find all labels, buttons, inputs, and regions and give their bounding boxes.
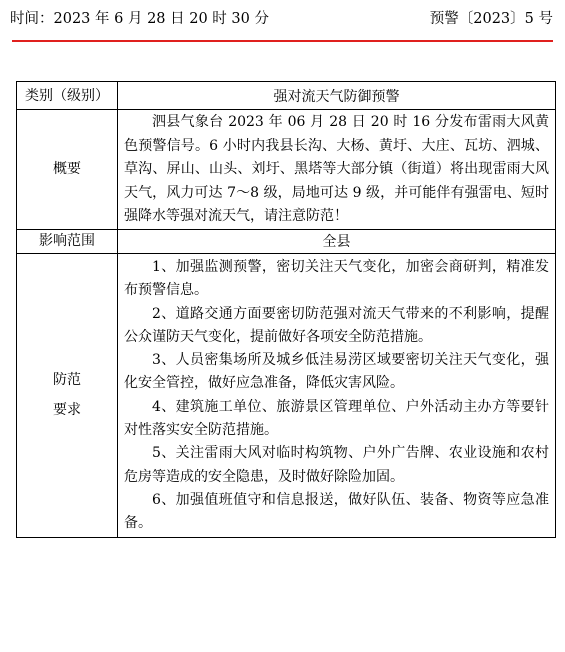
red-rule-divider bbox=[12, 40, 553, 42]
measures-label bbox=[17, 253, 118, 537]
measures-label-line-1: 防范 bbox=[53, 372, 81, 389]
type-row bbox=[17, 82, 556, 110]
measure-item: 4、建筑施工单位、旅游景区管理单位、户外活动主办方等要针对性落实安全防范措施。 bbox=[124, 398, 549, 439]
scope-value: 全县 bbox=[118, 229, 556, 253]
measure-item: 3、人员密集场所及城乡低洼易涝区域要密切关注天气变化，强化安全管控，做好应急准备，降低灾害风险。 bbox=[124, 352, 549, 392]
measures-label-line-2: 要求 bbox=[53, 402, 81, 419]
measures-list bbox=[118, 254, 555, 537]
document-header bbox=[10, 8, 555, 30]
measure-item: 1、加强监测预警，密切关注天气变化，加密会商研判，精准发布预警信息。 bbox=[124, 258, 549, 299]
measure-item: 2、道路交通方面要密切防范强对流天气带来的不利影响，提醒公众谨防天气变化，提前做好各项安全防范措施。 bbox=[124, 305, 549, 345]
measure-item: 5、关注雷雨大风对临时构筑物、户外广告牌、农业设施和农村危房等造成的安全隐患，及时做好除险加固。 bbox=[124, 445, 549, 485]
issue-time: 时间：2023 年 6 月 28 日 20 时 30 分 bbox=[10, 11, 269, 27]
measures-row bbox=[17, 253, 556, 537]
overview-cell bbox=[118, 110, 556, 230]
type-label: 类别（级别） bbox=[17, 82, 118, 110]
overview-text: 泗县气象台 2023 年 06 月 28 日 20 时 16 分发布雷雨大风黄色预警信号。6 小时内我县长沟、大杨、黄圩、大庄、瓦坊、泗城、草沟、屏山、山头、刘圩、黑塔等大部分镇（街道）将出现雷雨大风天气，风力可达 7～8 级，局地可达 9 级，并可能伴有强雷电、短时强降水等强对流天气，请注意防范！ bbox=[124, 114, 549, 225]
overview-row bbox=[17, 110, 556, 230]
type-value: 强对流天气防御预警 bbox=[118, 82, 556, 110]
measures-cell bbox=[118, 253, 556, 537]
measure-item: 6、加强值班值守和信息报送，做好队伍、装备、物资等应急准备。 bbox=[124, 491, 549, 532]
overview-label: 概要 bbox=[17, 110, 118, 230]
scope-label: 影响范围 bbox=[17, 229, 118, 253]
warning-number: 预警〔2023〕5 号 bbox=[429, 11, 553, 27]
warning-table bbox=[16, 81, 556, 538]
scope-row bbox=[17, 229, 556, 253]
